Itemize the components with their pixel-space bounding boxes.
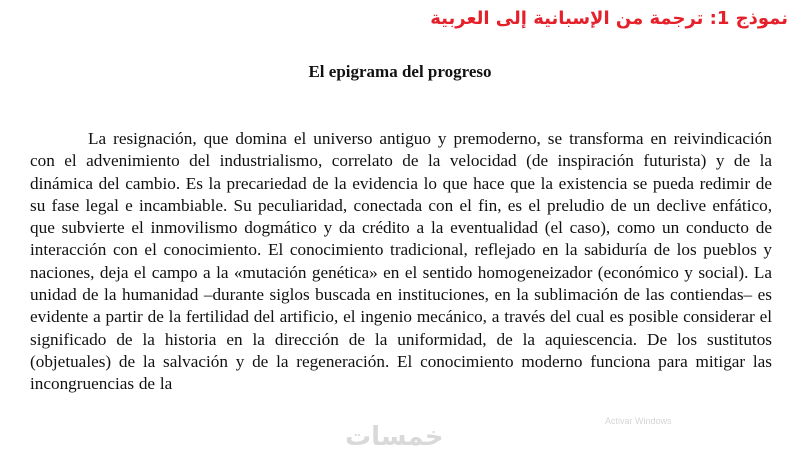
site-watermark-logo: خمسات — [345, 422, 444, 452]
document-title: El epigrama del progreso — [308, 62, 492, 81]
faint-overlay-text: Activar Windows — [605, 416, 672, 426]
translation-sample-label: نموذج 1: ترجمة من الإسبانية إلى العربية — [430, 8, 788, 29]
document-paragraph: La resignación, que domina el universo antiguo y premoderno, se transforma en reivindicación con el advenimiento del industrialismo, correlato de la velocidad (de inspiración futurista) y de la dinámica del cambio. Es la precariedad de la evidencia lo que hace que la existencia se pueda redimir de su fase legal e incambiable. Su peculiaridad, conectada con el fin, es el preludio de un declive enfático, que subvierte el inmovilismo dogmático y da crédito a la eventualidad (el caso), como un conducto de interacción con el conocimiento. El conocimiento tradicional, reflejado en la sabiduría de los pueblos y naciones, deja el campo a la «mutación genética» en el sentido homogeneizador (económico y social). La unidad de la humanidad –durante siglos buscada en instituciones, en la sublimación de las contiendas– es evidente a partir de la fertilidad del artificio, el ingenio mecánico, a través del cual es posible considerar el significado de la historia en la dirección de la uniformidad, de la aquiescencia. De los sustitutos (objetuales) de la salvación y de la regeneración. El conocimiento moderno funciona para mitigar las incongruencias de la — [30, 129, 772, 394]
